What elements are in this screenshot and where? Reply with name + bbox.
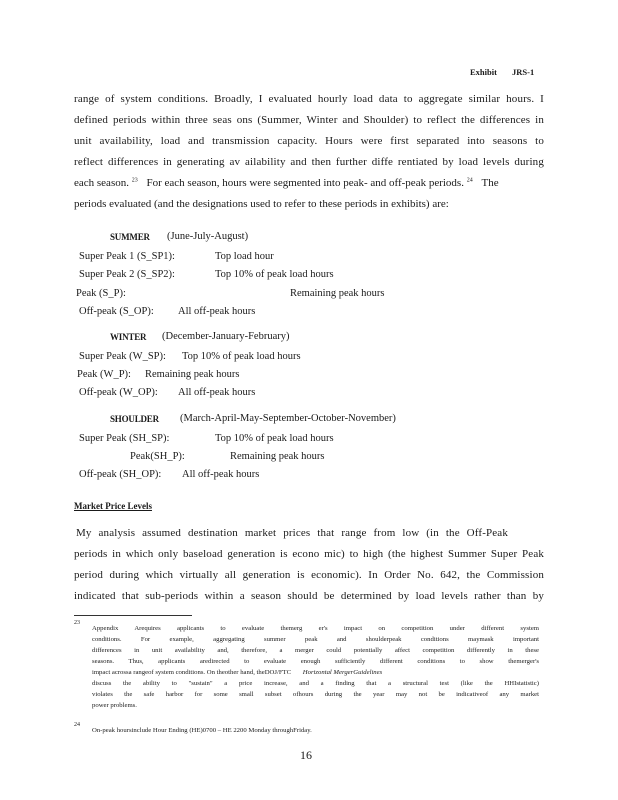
footnote-ref-23: 23 — [131, 177, 138, 184]
market-line: period during which virtually all generation is economic). In Order No. 642, the Commission — [74, 569, 544, 581]
footnote-23-line: seasons. Thus, applicants aredirected to evaluate enough sufficiently different conditions to show themerger's — [92, 658, 539, 665]
footnote-23-line: power problems. — [92, 702, 137, 709]
footnote-23-line — [92, 669, 382, 676]
footnote-23-line: discuss the ability to "sustain" a price increase, and a finding that a structural test (like the HHIstatistic) — [92, 680, 539, 687]
period-desc: Top load hour — [215, 251, 274, 262]
period-desc: Remaining peak hours — [230, 451, 325, 462]
period-label: Super Peak (SH_SP): — [79, 433, 170, 444]
intro-line: reflect differences in generating av ailability and then further diffe rentiated by load levels during — [74, 156, 544, 168]
period-label: Super Peak (W_SP): — [79, 351, 166, 362]
intro-text: For each season, hours were segmented into peak- and off-peak periods. — [146, 177, 464, 189]
footnote-ref-24: 24 — [466, 177, 473, 184]
period-desc: Top 10% of peak load hours — [215, 433, 334, 444]
section-heading-market-price-levels: Market Price Levels — [74, 501, 152, 511]
period-label: Off-peak (SH_OP): — [79, 469, 162, 480]
footnote-23-text: impact acrossa rangeof system conditions. On theother hand, theDOJ/FTC — [92, 669, 292, 676]
period-label: Super Peak 1 (S_SP1): — [79, 251, 175, 262]
intro-line-with-footnotes — [74, 177, 499, 189]
intro-text: The — [481, 177, 499, 189]
exhibit-label: Exhibit — [470, 67, 497, 77]
period-desc: All off-peak hours — [182, 469, 260, 480]
period-desc: All off-peak hours — [178, 387, 256, 398]
intro-line: defined periods within three seas ons (Summer, Winter and Shoulder) to reflect the differences in — [74, 114, 544, 126]
intro-line: range of system conditions. Broadly, I evaluated hourly load data to aggregate similar hours. I — [74, 93, 544, 105]
period-label: Off-peak (S_OP): — [79, 306, 154, 317]
intro-text: each season. — [74, 177, 129, 189]
period-desc: Remaining peak hours — [290, 288, 385, 299]
season-range-shoulder: (March-April-May-September-October-November) — [180, 413, 396, 424]
market-line: indicated that sub-periods within a season should be determined by load levels rather than by — [74, 590, 544, 602]
period-desc: All off-peak hours — [178, 306, 256, 317]
intro-line: periods evaluated (and the designations used to refer to these periods in exhibits) are: — [74, 198, 449, 210]
season-range-summer: (June-July-August) — [167, 231, 249, 242]
market-line: My analysis assumed destination market prices that range from low (in the Off-Peak — [76, 527, 508, 539]
footnote-number-23: 23 — [74, 620, 80, 626]
footnote-24-line: On-peak hoursinclude Hour Ending (HE)0700 – HE 2200 Monday throughFriday. — [92, 727, 312, 734]
season-title-summer: SUMMER — [110, 232, 150, 242]
period-label: Peak(SH_P): — [130, 451, 185, 462]
market-line: periods in which only baseload generation is econo mic) to high (the highest Summer Super Peak — [74, 548, 544, 560]
page-number: 16 — [300, 748, 312, 762]
exhibit-id: JRS-1 — [512, 67, 535, 77]
period-label: Super Peak 2 (S_SP2): — [79, 269, 175, 280]
season-title-shoulder: SHOULDER — [110, 414, 159, 424]
period-label: Peak (S_P): — [76, 288, 126, 299]
period-desc: Top 10% of peak load hours — [182, 351, 301, 362]
footnote-23-line: Appendix Arequires applicants to evaluate themerg er's impact on competition under different system — [92, 625, 539, 632]
season-range-winter: (December-January-February) — [162, 331, 290, 342]
period-desc: Top 10% of peak load hours — [215, 269, 334, 280]
footnote-23-line: violates the safe harbor for some small subset ofhours during the year may not be indicativeof any market — [92, 691, 539, 698]
period-label: Off-peak (W_OP): — [79, 387, 158, 398]
footnote-separator — [74, 615, 192, 616]
footnote-23-italic-title: Horizontal MergerGuidelines — [302, 669, 383, 676]
footnote-23-line: differences in unit availability and, therefore, a merger could potentially affect competition differently in these — [92, 647, 539, 654]
footnote-23-line: conditions. For example, aggregating summer peak and shoulderpeak conditions maymask important — [92, 636, 539, 643]
intro-line: unit availability, load and transmission capacity. Hours were first separated into seasons to — [74, 135, 544, 147]
period-label: Peak (W_P): — [77, 369, 131, 380]
season-title-winter: WINTER — [110, 332, 147, 342]
period-desc: Remaining peak hours — [145, 369, 240, 380]
footnote-number-24: 24 — [74, 722, 80, 728]
